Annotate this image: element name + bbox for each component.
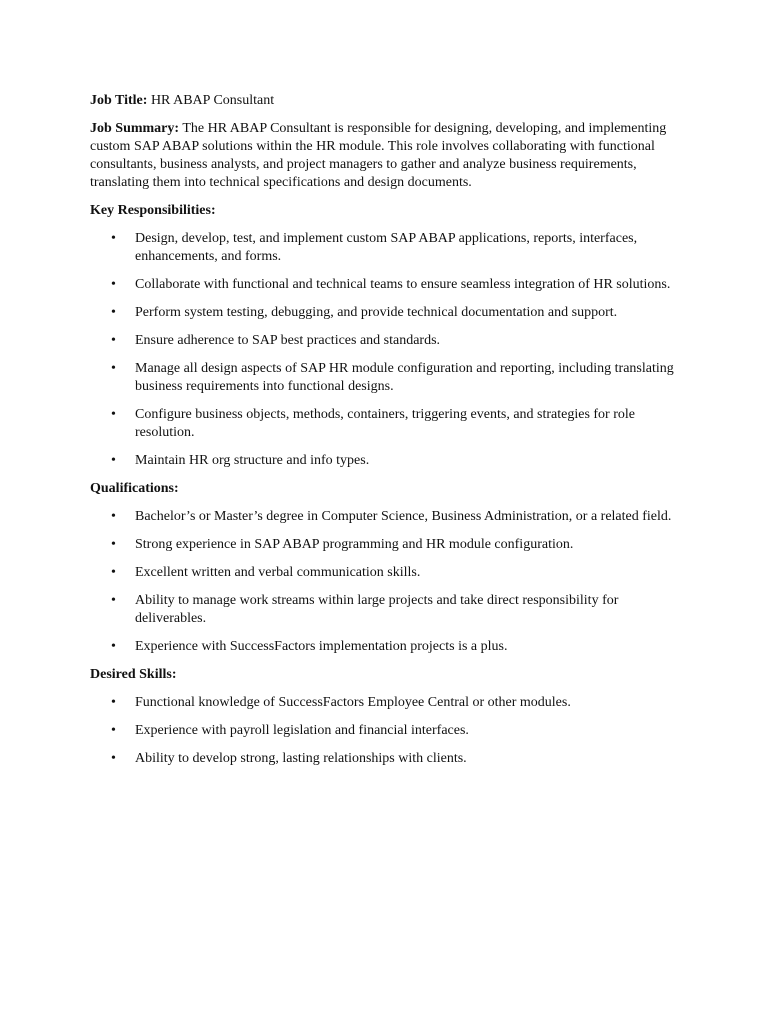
list-item-text: Ability to develop strong, lasting relationships with clients. [135, 751, 467, 766]
bullet-icon: • [111, 333, 116, 348]
job-title-line [90, 92, 680, 110]
bullet-icon: • [111, 361, 116, 376]
list-item [90, 694, 680, 712]
list-item [90, 406, 680, 442]
document-body [90, 92, 680, 778]
list-item-text: Design, develop, test, and implement custom SAP ABAP applications, reports, interfaces, enhancements, and forms. [135, 231, 638, 264]
job-summary-text: The HR ABAP Consultant is responsible for designing, developing, and implementing custom SAP ABAP solutions within the HR module. This role involves collaborating with functional consultants, business analysts, and project managers to gather and analyze business requirements, translating them into technical specifications and design documents. [90, 121, 667, 190]
qualifications-heading: Qualifications: [90, 481, 179, 496]
list-item-text: Collaborate with functional and technical teams to ensure seamless integration of HR solutions. [135, 277, 671, 292]
qualifications-list [90, 508, 680, 656]
job-summary-label: Job Summary: [90, 121, 180, 136]
bullet-icon: • [111, 277, 116, 292]
list-item-text: Bachelor’s or Master’s degree in Computer Science, Business Administration, or a related field. [135, 509, 672, 524]
list-item-text: Perform system testing, debugging, and provide technical documentation and support. [135, 305, 618, 320]
bullet-icon: • [111, 305, 116, 320]
responsibilities-list [90, 230, 680, 470]
list-item [90, 592, 680, 628]
list-item [90, 536, 680, 554]
bullet-icon: • [111, 231, 116, 246]
bullet-icon: • [111, 639, 116, 654]
list-item-text: Maintain HR org structure and info types. [135, 453, 370, 468]
list-item [90, 360, 680, 396]
list-item [90, 508, 680, 526]
list-item-text: Experience with payroll legislation and financial interfaces. [135, 723, 469, 738]
bullet-icon: • [111, 537, 116, 552]
list-item [90, 638, 680, 656]
bullet-icon: • [111, 593, 116, 608]
list-item-text: Ability to manage work streams within large projects and take direct responsibility for deliverables. [135, 593, 619, 626]
job-summary-paragraph [90, 120, 680, 192]
job-title-label: Job Title: [90, 93, 148, 108]
list-item-text: Configure business objects, methods, containers, triggering events, and strategies for role resolution. [135, 407, 635, 440]
desired-skills-heading: Desired Skills: [90, 667, 177, 682]
list-item [90, 230, 680, 266]
bullet-icon: • [111, 751, 116, 766]
bullet-icon: • [111, 695, 116, 710]
list-item-text: Experience with SuccessFactors implementation projects is a plus. [135, 639, 508, 654]
list-item-text: Ensure adherence to SAP best practices and standards. [135, 333, 441, 348]
list-item [90, 722, 680, 740]
bullet-icon: • [111, 723, 116, 738]
bullet-icon: • [111, 565, 116, 580]
list-item [90, 452, 680, 470]
list-item [90, 564, 680, 582]
bullet-icon: • [111, 407, 116, 422]
list-item-text: Excellent written and verbal communication skills. [135, 565, 421, 580]
bullet-icon: • [111, 453, 116, 468]
list-item-text: Manage all design aspects of SAP HR module configuration and reporting, including translating business requirements into functional designs. [135, 361, 674, 394]
list-item-text: Strong experience in SAP ABAP programming and HR module configuration. [135, 537, 574, 552]
bullet-icon: • [111, 509, 116, 524]
list-item-text: Functional knowledge of SuccessFactors Employee Central or other modules. [135, 695, 571, 710]
job-title-value: HR ABAP Consultant [150, 93, 275, 108]
list-item [90, 276, 680, 294]
list-item [90, 304, 680, 322]
list-item [90, 750, 680, 768]
responsibilities-heading: Key Responsibilities: [90, 203, 216, 218]
desired-skills-list [90, 694, 680, 768]
list-item [90, 332, 680, 350]
